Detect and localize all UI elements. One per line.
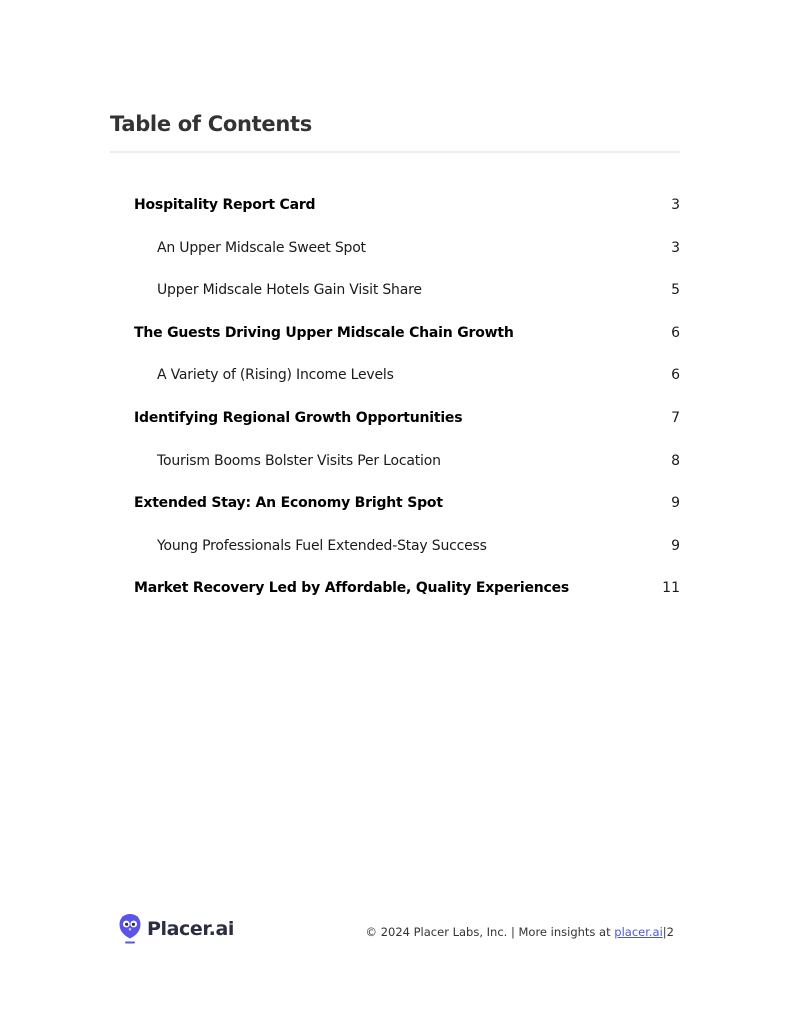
toc-entry-guests-driving-growth[interactable] <box>134 318 680 361</box>
toc-entry-page: 6 <box>671 367 680 384</box>
toc-entry-label: Tourism Booms Bolster Visits Per Location <box>157 452 441 469</box>
toc-entry-page: 11 <box>662 580 680 597</box>
toc-entry-label: Identifying Regional Growth Opportunities <box>134 409 463 426</box>
toc-entry-label: Hospitality Report Card <box>134 197 316 213</box>
toc-entry-label: Market Recovery Led by Affordable, Quality Experiences <box>134 580 570 597</box>
footer-copyright <box>366 925 674 939</box>
toc-entry-page: 8 <box>671 452 680 469</box>
toc-entry-hospitality-report-card[interactable] <box>134 190 680 233</box>
title-divider <box>110 151 680 153</box>
toc-entry-label: Young Professionals Fuel Extended-Stay Success <box>157 537 487 554</box>
toc-entry-page: 5 <box>671 282 680 299</box>
toc-entry-label: The Guests Driving Upper Midscale Chain Growth <box>134 324 514 341</box>
placer-ai-link[interactable]: placer.ai <box>614 925 663 939</box>
toc-entry-regional-growth[interactable] <box>134 403 680 446</box>
toc-entry-extended-stay[interactable] <box>134 488 680 531</box>
toc-entry-label: Extended Stay: An Economy Bright Spot <box>134 495 443 512</box>
footer-separator: | <box>662 925 667 939</box>
placer-owl-pin-icon <box>118 913 142 945</box>
toc-entry-market-recovery[interactable] <box>134 573 680 616</box>
page-number: 2 <box>666 925 674 939</box>
copyright-text: © 2024 Placer Labs, Inc. | More insights at <box>365 925 615 939</box>
toc-entry-page: 7 <box>671 409 680 426</box>
toc-entry-tourism-booms[interactable] <box>134 446 680 489</box>
toc-entry-label: A Variety of (Rising) Income Levels <box>157 367 394 384</box>
toc-entry-page: 3 <box>671 239 680 256</box>
logo-wordmark: Placer.ai <box>147 918 235 940</box>
toc-entry-label: An Upper Midscale Sweet Spot <box>157 239 366 256</box>
toc-entry-rising-income-levels[interactable] <box>134 360 680 403</box>
toc-entry-page: 3 <box>671 197 680 213</box>
toc-entry-label: Upper Midscale Hotels Gain Visit Share <box>157 282 422 299</box>
toc-entry-page: 6 <box>671 324 680 341</box>
toc-entry-page: 9 <box>671 537 680 554</box>
toc-entry-young-professionals[interactable] <box>134 531 680 574</box>
toc-entry-page: 9 <box>671 495 680 512</box>
placer-logo <box>118 913 234 945</box>
toc-entry-upper-midscale-visit-share[interactable] <box>134 275 680 318</box>
page-title: Table of Contents <box>110 112 312 136</box>
table-of-contents <box>134 190 680 616</box>
toc-entry-upper-midscale-sweet-spot[interactable] <box>134 233 680 276</box>
